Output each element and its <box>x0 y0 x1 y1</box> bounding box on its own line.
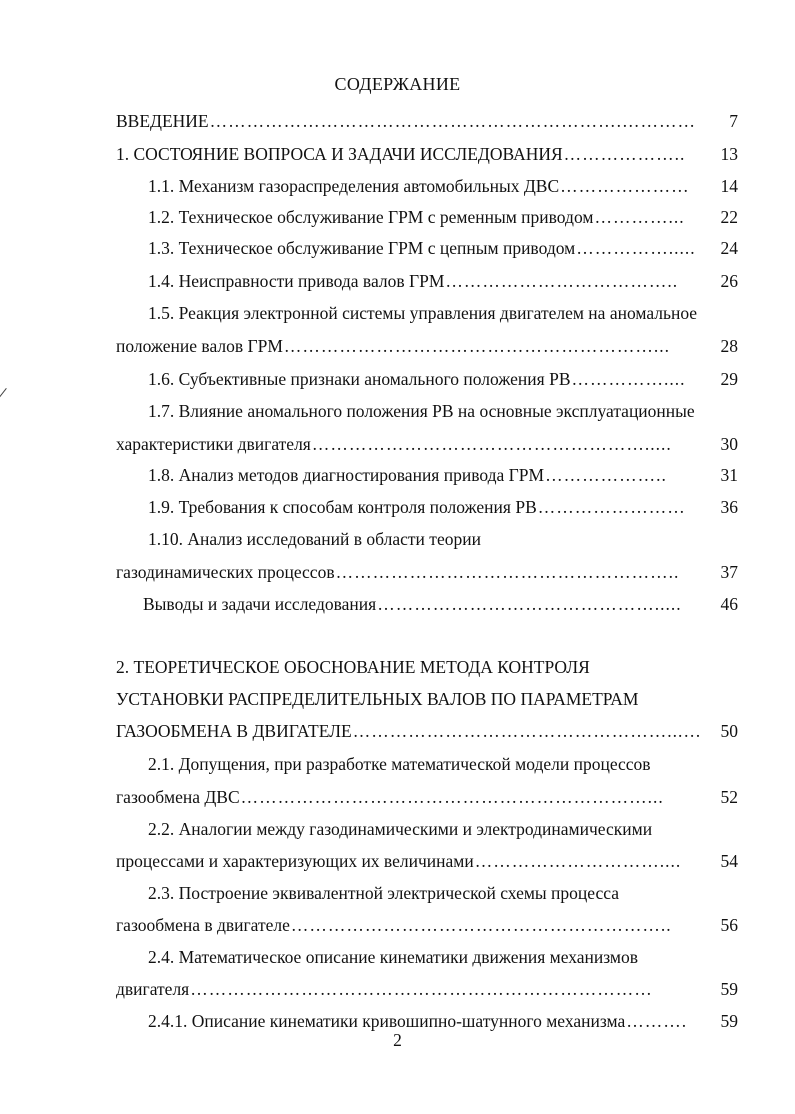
toc-leader-dots: ……………….. <box>563 144 686 164</box>
toc-page-number: 36 <box>720 497 738 517</box>
toc-entry-text: процессами и характеризующих их величинами <box>116 851 474 871</box>
toc-entry-text: 1.8. Анализ методов диагностирования привода ГРМ <box>148 465 545 485</box>
toc-page-number: 26 <box>720 271 738 291</box>
toc-entry-text: газообмена в двигателе <box>116 915 290 935</box>
toc-entry-1-7-line1 <box>148 400 695 422</box>
toc-leader-dots: ……………………………………………………... <box>283 336 671 356</box>
toc-leader-dots: ………. <box>626 1011 688 1031</box>
toc-entry-2-4-1 <box>148 1010 738 1032</box>
toc-entry-text: газообмена ДВС <box>116 787 240 807</box>
toc-entry-text: 2.1. Допущения, при разработке математической модели процессов <box>148 754 651 774</box>
toc-leader-dots: …………….... <box>571 369 686 389</box>
toc-leader-dots: ……………….. <box>545 465 667 485</box>
toc-entry-text: 1.10. Анализ исследований в области теории <box>148 529 481 549</box>
toc-page-number: 54 <box>720 851 738 871</box>
page-number: 2 <box>393 1030 402 1050</box>
toc-page-number: 13 <box>720 144 738 164</box>
toc-leader-dots: ………………………………………..... <box>377 594 682 614</box>
toc-entry-2-1-line1 <box>148 753 651 775</box>
toc-entry-conclusions <box>143 593 738 615</box>
toc-page-number: 22 <box>720 207 738 227</box>
toc-entry-text: ВВЕДЕНИЕ <box>116 111 209 131</box>
toc-entry-2-3-line2 <box>116 914 738 936</box>
page-title: СОДЕРЖАНИЕ <box>334 74 461 94</box>
toc-entry-1-4 <box>148 270 738 292</box>
toc-entry-intro <box>116 110 738 132</box>
toc-entry-chapter-2-line2 <box>116 688 638 710</box>
toc-entry-text: 2.4. Математическое описание кинематики движения механизмов <box>148 947 639 967</box>
toc-entry-chapter-2-line3 <box>116 720 738 742</box>
toc-entry-1-1 <box>148 175 738 197</box>
toc-entry-text: 1.9. Требования к способам контроля положения РВ <box>148 497 537 517</box>
toc-leader-dots: ………………………….... <box>474 851 682 871</box>
toc-entry-2-3-line1 <box>148 882 619 904</box>
toc-page-number: 14 <box>720 176 738 196</box>
toc-entry-text: положение валов ГРМ <box>116 336 283 356</box>
toc-entry-1-7-line2 <box>116 433 738 455</box>
toc-page-number: 30 <box>720 434 738 454</box>
toc-leader-dots: …………………………………………………………... <box>240 787 664 807</box>
toc-entry-text: 1.1. Механизм газораспределения автомобильных ДВС <box>148 176 560 196</box>
toc-entry-1-6 <box>148 368 738 390</box>
toc-leader-dots: …………... <box>594 207 685 227</box>
toc-entry-1-2 <box>148 206 738 228</box>
toc-entry-2-4-line2 <box>116 978 738 1000</box>
toc-page-number: 46 <box>720 594 738 614</box>
toc-leader-dots: ………………… <box>560 176 690 196</box>
toc-leader-dots: ……………………………………………...… <box>352 721 702 741</box>
toc-page-number: 37 <box>720 562 738 582</box>
toc-entry-text: 2.3. Построение эквивалентной электрической схемы процесса <box>148 883 619 903</box>
toc-leader-dots: ……………………………………………….. <box>335 562 680 582</box>
toc-entry-2-1-line2 <box>116 786 738 808</box>
toc-entry-2-2-line1 <box>148 818 652 840</box>
toc-entry-text: двигателя <box>116 979 190 999</box>
toc-page-number: 59 <box>720 979 738 999</box>
toc-entry-2-4-line1 <box>148 946 638 968</box>
toc-page-number: 59 <box>720 1011 738 1031</box>
toc-entry-text: 2. ТЕОРЕТИЧЕСКОЕ ОБОСНОВАНИЕ МЕТОДА КОНТРОЛЯ <box>116 657 590 677</box>
toc-entry-1-3 <box>148 237 738 259</box>
toc-entry-text: Выводы и задачи исследования <box>143 594 377 614</box>
toc-entry-text: 2.4.1. Описание кинематики кривошипно-шатунного механизма <box>148 1011 626 1031</box>
toc-entry-chapter-2-line1 <box>116 656 590 678</box>
toc-entry-text: 1.6. Субъективные признаки аномального положения РВ <box>148 369 571 389</box>
toc-leader-dots: …………………… <box>537 497 686 517</box>
toc-entry-text: УСТАНОВКИ РАСПРЕДЕЛИТЕЛЬНЫХ ВАЛОВ ПО ПАРАМЕТРАМ <box>116 689 639 709</box>
toc-page-number: 24 <box>720 238 738 258</box>
toc-page-number: 28 <box>720 336 738 356</box>
toc-leader-dots: ……………..... <box>576 238 696 258</box>
toc-entry-text: газодинамических процессов <box>116 562 335 582</box>
toc-entry-text: ГАЗООБМЕНА В ДВИГАТЕЛЕ <box>116 721 352 741</box>
toc-leader-dots: ………………………………………………………………… <box>190 979 653 999</box>
toc-entry-1-5-line2 <box>116 335 738 357</box>
toc-entry-2-2-line2 <box>116 850 738 872</box>
toc-page-number: 29 <box>720 369 738 389</box>
toc-entry-text: 1.3. Техническое обслуживание ГРМ с цепным приводом <box>148 238 576 258</box>
toc-entry-1-5-line1 <box>148 302 697 324</box>
toc-page-number: 52 <box>720 787 738 807</box>
toc-entry-text: 1.7. Влияние аномального положения РВ на основные эксплуатационные <box>148 401 695 421</box>
toc-leader-dots: …………………………………………………….. <box>290 915 672 935</box>
toc-entry-chapter-1 <box>116 143 738 165</box>
toc-entry-1-10-line1 <box>148 528 481 550</box>
toc-entry-1-10-line2 <box>116 561 738 583</box>
toc-entry-text: 1.5. Реакция электронной системы управления двигателем на аномальное <box>148 303 698 323</box>
toc-entry-1-9 <box>148 496 738 518</box>
toc-page-number: 50 <box>720 721 738 741</box>
toc-leader-dots: ………………………………………………………….………… <box>209 111 697 131</box>
toc-entry-text: характеристики двигателя <box>116 434 311 454</box>
toc-entry-1-8 <box>148 464 738 486</box>
toc-entry-text: 1.4. Неисправности привода валов ГРМ <box>148 271 445 291</box>
toc-entry-text: 2.2. Аналогии между газодинамическими и электродинамическими <box>148 819 653 839</box>
margin-pencil-mark <box>0 388 7 409</box>
toc-page-number: 56 <box>720 915 738 935</box>
toc-leader-dots: ………………………………………………..... <box>311 434 672 454</box>
toc-leader-dots: ……………………………….. <box>445 271 679 291</box>
toc-entry-text: 1.2. Техническое обслуживание ГРМ с ременным приводом <box>148 207 594 227</box>
toc-entry-text: 1. СОСТОЯНИЕ ВОПРОСА И ЗАДАЧИ ИССЛЕДОВАНИЯ <box>116 144 563 164</box>
toc-page-number: 31 <box>720 465 738 485</box>
toc-page-number: 7 <box>729 111 738 131</box>
